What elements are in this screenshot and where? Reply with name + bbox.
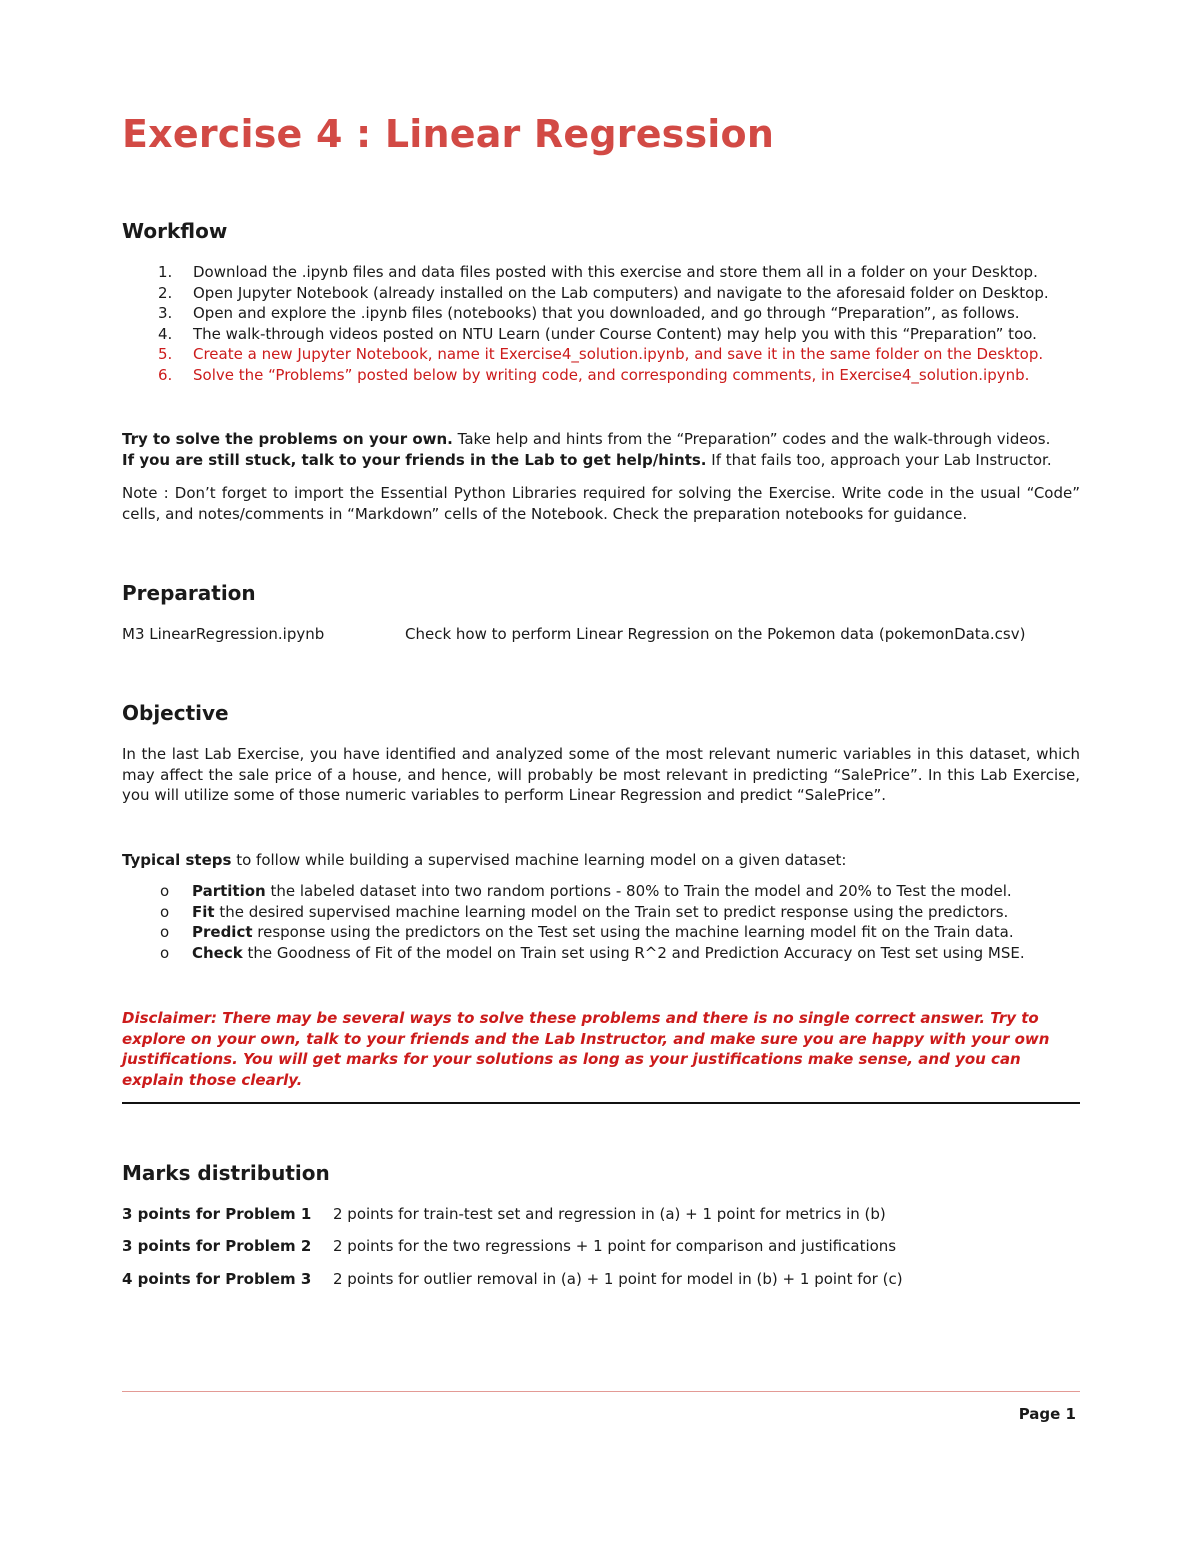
marks-heading: Marks distribution [122,1161,330,1185]
objective-heading: Objective [122,701,229,725]
objective-paragraph: In the last Lab Exercise, you have identified and analyzed some of the most relevant numeric variables in this dataset, which may affect the sale price of a house, and hence, will probably be most relevant in predicting “SalePrice”. In this Lab Exercise, you will utilize some of those numeric variables to perform Linear Regression and predict “SalePrice”. [122,745,1080,804]
workflow-item: 1. Download the .ipynb files and data files posted with this exercise and store them all in a folder on your Desktop. [158,263,1038,281]
workflow-list [122,262,1080,385]
bullet-marker: o [160,943,170,962]
marks-value: 2 points for train-test set and regression in (a) + 1 point for metrics in (b) [333,1205,886,1223]
marks-label: 3 points for Problem 2 [122,1237,312,1255]
disclaimer-text: Disclaimer: There may be several ways to solve these problems and there is no single correct answer. Try to explore on your own, talk to your friends and the Lab Instructor, and make sure you are happy with your own justifications. You will get marks for your solutions as long as your justifications make sense, and you can explain those clearly. [122,1009,1050,1089]
workflow-item: 4. The walk-through videos posted on NTU Learn (under Course Content) may help you with this “Preparation” too. [158,324,1037,343]
marks-value: 2 points for outlier removal in (a) + 1 point for model in (b) + 1 point for (c) [333,1270,903,1288]
footer-rule [122,1391,1080,1392]
step-item: o Check the Goodness of Fit of the model on Train set using R^2 and Prediction Accuracy on Test set using MSE. [160,943,1025,962]
marks-value: 2 points for the two regressions + 1 point for comparison and justifications [333,1237,897,1255]
step-item: o Predict response using the predictors on the Test set using the machine learning model fit on the Train data. [160,923,1014,941]
preparation-description: Check how to perform Linear Regression on the Pokemon data (pokemonData.csv) [405,625,1026,643]
document-title: Exercise 4 : Linear Regression [122,112,775,156]
marks-label: 4 points for Problem 3 [122,1270,312,1288]
workflow-item: 2. Open Jupyter Notebook (already installed on the Lab computers) and navigate to the aforesaid folder on Desktop. [158,283,1049,302]
steps-list [122,881,1080,963]
step-item: o Partition the labeled dataset into two random portions - 80% to Train the model and 20% to Test the model. [160,882,1012,900]
section-divider [122,1102,1080,1104]
preparation-heading: Preparation [122,581,256,605]
bullet-marker: o [160,923,170,941]
steps-intro: Typical steps to follow while building a supervised machine learning model on a given dataset: [122,851,847,869]
workflow-heading: Workflow [122,219,228,243]
workflow-item: 3. Open and explore the .ipynb files (notebooks) that you downloaded, and go through “Preparation”, as follows. [158,304,1020,322]
step-item: o Fit the desired supervised machine learning model on the Train set to predict response using the predictors. [160,902,1009,921]
note-paragraph: Note : Don’t forget to import the Essential Python Libraries required for solving the Exercise. Write code in the usual “Code” cells, and notes/comments in “Markdown” cells of the Notebook. Check the preparation notebooks for guidance. [122,484,1080,523]
workflow-item-highlight: 5. Create a new Jupyter Notebook, name it Exercise4_solution.ipynb, and save it in the same folder on the Desktop. [158,345,1044,363]
preparation-file: M3 LinearRegression.ipynb [122,625,325,643]
workflow-item-highlight: 6. Solve the “Problems” posted below by writing code, and corresponding comments, in Exercise4_solution.ipynb. [158,365,1030,384]
marks-label: 3 points for Problem 1 [122,1205,312,1223]
bullet-marker: o [160,902,170,921]
bullet-marker: o [160,882,170,900]
page-number: Page 1 [1018,1405,1076,1423]
guidance-paragraph: Try to solve the problems on your own. Take help and hints from the “Preparation” codes and the walk-through videos. If you are still stuck, talk to your friends in the Lab to get help/hints. If that fails too, approach your Lab Instructor. [122,430,1052,469]
